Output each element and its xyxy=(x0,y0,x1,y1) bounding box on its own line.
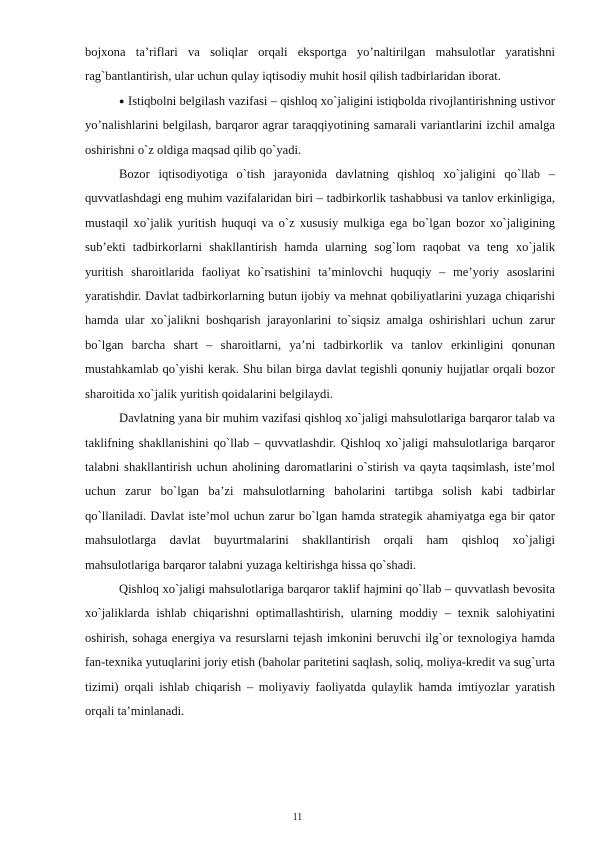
paragraph-bullet-text: Istiqbolni belgilash vazifasi – qishloq xo`jaligini istiqbolda rivojlantirishning ustivor yo’nalishlarini belgilash, barqaror agrar taraqqiyotining samarali variantlarini izchil amalga oshirishni o`z oldiga maqsad qilib qo`yadi. xyxy=(85,93,555,157)
page-number: 11 xyxy=(292,812,303,823)
paragraph-supply-support: Qishloq xo`jaligi mahsulotlariga barqaror taklif hajmini qo`llab – quvvatlash bevosita xo`jaliklarda ishlab chiqarishni optimallashtirish, ularning moddiy – texnik salohiyatini oshirish, sohaga energiya va resurslarni tejash imkonini beruvchi ilg`or texnologiya hamda fan-texnika yutuqlarini joriy etish (baholar paritetini saqlash, soliq, moliya-kredit va sug`urta tizimi) orqali ishlab chiqarish – moliyaviy faoliyatda qulaylik hamda imtiyozlar yaratish orqali ta’minlanadi. xyxy=(85,581,555,718)
filled-circle-icon: ● xyxy=(119,95,125,106)
paragraph-continuation: bojxona ta’riflari va soliqlar orqali eksportga yo’naltirilgan mahsulotlar yaratishni rag`bantlantirish, ular uchun qulay iqtisodiy muhit hosil qilish tadbirlaridan iborat. xyxy=(85,45,555,84)
paragraph-bullet-forecasting xyxy=(85,89,555,162)
document-body xyxy=(85,40,555,723)
paragraph-market-transition: Bozor iqtisodiyotiga o`tish jarayonida davlatning qishloq xo`jaligini qo`llab – quvvatlashdagi eng muhim vazifalaridan biri – tadbirkorlik tashabbusi va tanlov erkinligiga, mustaqil xo`jalik yuritish huquqi va o`z xususiy mulkiga ega bo`lgan bozor xo`jaligining sub’ekti tadbirkorlarni shakllantirish hamda ularning sog`lom raqobat va teng xo`jalik yuritish sharoitlarida faoliyat ko`rsatishini ta’minlovchi huquqiy – me’yoriy asoslarini yaratishdir. Davlat tadbirkorlarning butun ijobiy va mehnat qobiliyatlarini yuzaga chiqarishi hamda ular xo`jalikni boshqarish jarayonlarini to`siqsiz amalga oshirishlari uchun zarur bo`lgan barcha shart – sharoitlarni, ya’ni tadbirkorlik va tanlov erkinligini qonunan mustahkamlab qo`yishi kerak. Shu bilan birga davlat tegishli qonuniy hujjatlar orqali bozor sharoitida xo`jalik yuritish qoidalarini belgilaydi. xyxy=(85,167,555,401)
paragraph-demand-supply: Davlatning yana bir muhim vazifasi qishloq xo`jaligi mahsulotlariga barqaror talab va taklifning shakllanishini qo`llab – quvvatlashdir. Qishloq xo`jaligi mahsulotlariga barqaror talabni shakllantirish uchun aholining daromatlarini o`stirish va qayta taqsimlash, iste’mol uchun zarur bo`lgan ba’zi mahsulotlarning baholarini tartibga solish kabi tadbirlar qo`llaniladi. Davlat iste’mol uchun zarur bo`lgan hamda strategik ahamiyatga ega bir qator mahsulotlarga davlat buyurtmalarini shakllantirish orqali ham qishloq xo`jaligi mahsulotlariga barqaror talabni yuzaga keltirishga hissa qo`shadi. xyxy=(85,411,555,572)
